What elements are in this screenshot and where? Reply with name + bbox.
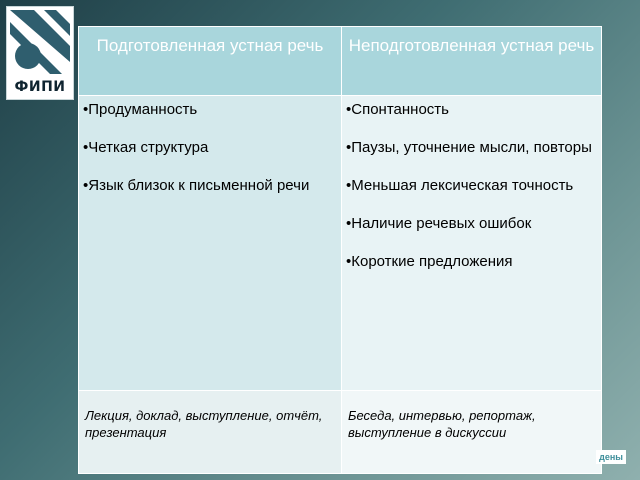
list-item: •Короткие предложения — [346, 253, 513, 270]
list-item: •Спонтанность — [346, 101, 449, 118]
table-footer-row — [79, 391, 602, 474]
list-item: •Паузы, уточнение мысли, повторы — [346, 139, 592, 156]
list-item: •Наличие речевых ошибок — [346, 215, 532, 232]
fipi-emblem-icon — [10, 10, 70, 74]
list-item: •Продуманность — [83, 101, 198, 118]
prepared-features-cell — [79, 96, 342, 391]
header-unprepared-speech: Неподготовленная устная речь — [342, 27, 602, 96]
comparison-table — [78, 26, 602, 474]
list-item: •Язык близок к письменной речи — [83, 177, 310, 194]
header-prepared-speech: Подготовленная устная речь — [79, 27, 342, 96]
logo-text: ФИПИ — [14, 79, 66, 95]
list-item: •Четкая структура — [83, 139, 209, 156]
table-header-row — [79, 27, 602, 96]
prepared-examples-cell: Лекция, доклад, выступление, отчёт, презентация — [79, 391, 342, 474]
unprepared-examples-cell: Беседа, интервью, репортаж, выступление в дискуссии — [342, 391, 602, 474]
list-item: •Меньшая лексическая точность — [346, 177, 574, 194]
table-body-row — [79, 96, 602, 391]
unprepared-features-cell — [342, 96, 602, 391]
fipi-logo — [6, 6, 74, 100]
corner-label: дены — [596, 450, 626, 464]
